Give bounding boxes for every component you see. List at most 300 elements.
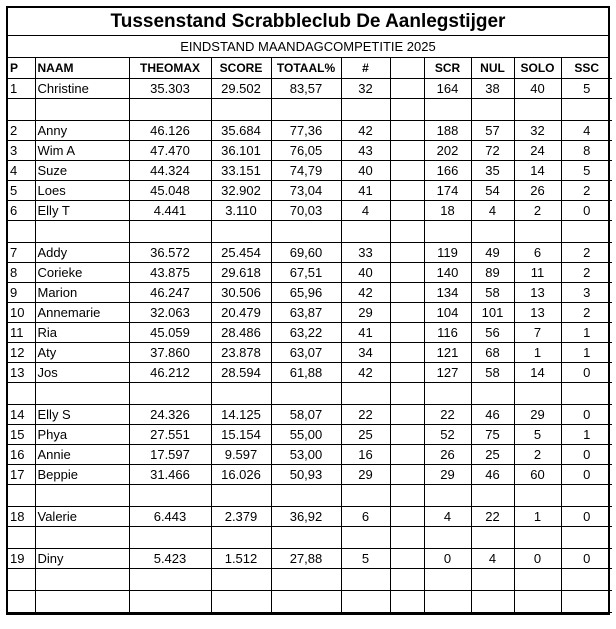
- spacer-row: [8, 220, 612, 242]
- rank-cell: 18: [8, 506, 35, 526]
- table-row: [8, 444, 612, 464]
- spacer-row: [8, 98, 612, 120]
- header-totaal: TOTAAL%: [271, 58, 341, 78]
- theomax-cell: 27.551: [129, 424, 211, 444]
- blank-cell: [390, 262, 424, 282]
- totaal-cell: 69,60: [271, 242, 341, 262]
- rank-cell: 19: [8, 548, 35, 568]
- solo-cell: 26: [514, 180, 561, 200]
- table-row: [8, 180, 612, 200]
- empty-cell: [35, 568, 129, 590]
- empty-cell: [514, 526, 561, 548]
- empty-cell: [8, 568, 35, 590]
- name-cell: Suze: [35, 160, 129, 180]
- empty-cell: [211, 220, 271, 242]
- theomax-cell: 47.470: [129, 140, 211, 160]
- name-cell: Christine: [35, 78, 129, 98]
- nul-cell: 4: [471, 200, 514, 220]
- empty-cell: [514, 484, 561, 506]
- score-cell: 29.618: [211, 262, 271, 282]
- empty-cell: [271, 568, 341, 590]
- theomax-cell: 17.597: [129, 444, 211, 464]
- empty-cell: [390, 484, 424, 506]
- empty-cell: [471, 98, 514, 120]
- table-row: [8, 548, 612, 568]
- table-row: [8, 506, 612, 526]
- theomax-cell: 43.875: [129, 262, 211, 282]
- sheet-subtitle: EINDSTAND MAANDAGCOMPETITIE 2025: [8, 36, 608, 58]
- name-cell: Valerie: [35, 506, 129, 526]
- empty-cell: [8, 590, 35, 612]
- solo-cell: 2: [514, 200, 561, 220]
- empty-cell: [129, 98, 211, 120]
- empty-cell: [341, 484, 390, 506]
- blank-cell: [390, 548, 424, 568]
- theomax-cell: 36.572: [129, 242, 211, 262]
- empty-cell: [271, 98, 341, 120]
- empty-cell: [35, 526, 129, 548]
- empty-cell: [514, 98, 561, 120]
- blank-cell: [390, 78, 424, 98]
- spacer-row: [8, 484, 612, 506]
- blank-cell: [390, 120, 424, 140]
- name-cell: Corieke: [35, 262, 129, 282]
- score-cell: 30.506: [211, 282, 271, 302]
- rank-cell: 3: [8, 140, 35, 160]
- scr-cell: 4: [424, 506, 471, 526]
- solo-cell: 13: [514, 282, 561, 302]
- totaal-cell: 36,92: [271, 506, 341, 526]
- name-cell: Addy: [35, 242, 129, 262]
- solo-cell: 14: [514, 160, 561, 180]
- empty-cell: [424, 568, 471, 590]
- rank-cell: 16: [8, 444, 35, 464]
- empty-cell: [471, 484, 514, 506]
- empty-cell: [211, 568, 271, 590]
- empty-cell: [271, 382, 341, 404]
- spacer-row: [8, 590, 612, 612]
- count-cell: 34: [341, 342, 390, 362]
- empty-cell: [561, 526, 612, 548]
- table-row: [8, 140, 612, 160]
- empty-cell: [211, 590, 271, 612]
- blank-cell: [390, 242, 424, 262]
- rank-cell: 8: [8, 262, 35, 282]
- nul-cell: 89: [471, 262, 514, 282]
- blank-cell: [390, 322, 424, 342]
- empty-cell: [129, 568, 211, 590]
- scoreboard-sheet: [6, 6, 610, 615]
- theomax-cell: 44.324: [129, 160, 211, 180]
- solo-cell: 32: [514, 120, 561, 140]
- scr-cell: 174: [424, 180, 471, 200]
- theomax-cell: 5.423: [129, 548, 211, 568]
- empty-cell: [424, 220, 471, 242]
- ssc-cell: 2: [561, 262, 612, 282]
- nul-cell: 35: [471, 160, 514, 180]
- empty-cell: [390, 98, 424, 120]
- spacer-row: [8, 526, 612, 548]
- scr-cell: 202: [424, 140, 471, 160]
- header-theomax: THEOMAX: [129, 58, 211, 78]
- nul-cell: 49: [471, 242, 514, 262]
- totaal-cell: 70,03: [271, 200, 341, 220]
- empty-cell: [514, 382, 561, 404]
- spacer-row: [8, 568, 612, 590]
- theomax-cell: 46.212: [129, 362, 211, 382]
- empty-cell: [341, 98, 390, 120]
- count-cell: 4: [341, 200, 390, 220]
- empty-cell: [129, 220, 211, 242]
- totaal-cell: 58,07: [271, 404, 341, 424]
- empty-cell: [35, 98, 129, 120]
- blank-cell: [390, 444, 424, 464]
- score-cell: 9.597: [211, 444, 271, 464]
- empty-cell: [424, 484, 471, 506]
- rank-cell: 17: [8, 464, 35, 484]
- score-cell: 29.502: [211, 78, 271, 98]
- count-cell: 42: [341, 282, 390, 302]
- nul-cell: 25: [471, 444, 514, 464]
- empty-cell: [471, 382, 514, 404]
- theomax-cell: 35.303: [129, 78, 211, 98]
- empty-cell: [471, 590, 514, 612]
- empty-cell: [271, 590, 341, 612]
- rank-cell: 12: [8, 342, 35, 362]
- table-row: [8, 242, 612, 262]
- totaal-cell: 55,00: [271, 424, 341, 444]
- nul-cell: 46: [471, 404, 514, 424]
- header-row: [8, 58, 612, 78]
- blank-cell: [390, 282, 424, 302]
- solo-cell: 1: [514, 342, 561, 362]
- solo-cell: 6: [514, 242, 561, 262]
- score-cell: 33.151: [211, 160, 271, 180]
- nul-cell: 46: [471, 464, 514, 484]
- blank-cell: [390, 200, 424, 220]
- empty-cell: [424, 590, 471, 612]
- rank-cell: 11: [8, 322, 35, 342]
- name-cell: Elly S: [35, 404, 129, 424]
- count-cell: 41: [341, 322, 390, 342]
- count-cell: 42: [341, 362, 390, 382]
- count-cell: 41: [341, 180, 390, 200]
- table-row: [8, 464, 612, 484]
- table-row: [8, 424, 612, 444]
- blank-cell: [390, 362, 424, 382]
- table-row: [8, 78, 612, 98]
- rank-cell: 5: [8, 180, 35, 200]
- blank-cell: [390, 424, 424, 444]
- rank-cell: 4: [8, 160, 35, 180]
- totaal-cell: 73,04: [271, 180, 341, 200]
- ssc-cell: 5: [561, 160, 612, 180]
- ssc-cell: 2: [561, 180, 612, 200]
- header-count: #: [341, 58, 390, 78]
- empty-cell: [211, 484, 271, 506]
- empty-cell: [35, 382, 129, 404]
- table-row: [8, 282, 612, 302]
- solo-cell: 1: [514, 506, 561, 526]
- scr-cell: 18: [424, 200, 471, 220]
- empty-cell: [561, 568, 612, 590]
- empty-cell: [35, 590, 129, 612]
- score-cell: 32.902: [211, 180, 271, 200]
- theomax-cell: 46.247: [129, 282, 211, 302]
- empty-cell: [471, 568, 514, 590]
- rank-cell: 7: [8, 242, 35, 262]
- score-cell: 28.594: [211, 362, 271, 382]
- empty-cell: [211, 98, 271, 120]
- solo-cell: 0: [514, 548, 561, 568]
- empty-cell: [561, 220, 612, 242]
- count-cell: 5: [341, 548, 390, 568]
- solo-cell: 5: [514, 424, 561, 444]
- theomax-cell: 45.048: [129, 180, 211, 200]
- nul-cell: 101: [471, 302, 514, 322]
- empty-cell: [561, 98, 612, 120]
- score-cell: 14.125: [211, 404, 271, 424]
- ssc-cell: 5: [561, 78, 612, 98]
- totaal-cell: 63,07: [271, 342, 341, 362]
- ssc-cell: 4: [561, 120, 612, 140]
- empty-cell: [424, 382, 471, 404]
- scr-cell: 116: [424, 322, 471, 342]
- scr-cell: 29: [424, 464, 471, 484]
- empty-cell: [390, 382, 424, 404]
- name-cell: Diny: [35, 548, 129, 568]
- nul-cell: 72: [471, 140, 514, 160]
- nul-cell: 56: [471, 322, 514, 342]
- solo-cell: 2: [514, 444, 561, 464]
- score-cell: 28.486: [211, 322, 271, 342]
- table-row: [8, 322, 612, 342]
- theomax-cell: 31.466: [129, 464, 211, 484]
- scr-cell: 26: [424, 444, 471, 464]
- theomax-cell: 24.326: [129, 404, 211, 424]
- nul-cell: 22: [471, 506, 514, 526]
- ssc-cell: 0: [561, 548, 612, 568]
- empty-cell: [271, 220, 341, 242]
- table-row: [8, 362, 612, 382]
- ssc-cell: 8: [561, 140, 612, 160]
- rank-cell: 9: [8, 282, 35, 302]
- count-cell: 16: [341, 444, 390, 464]
- empty-cell: [8, 220, 35, 242]
- theomax-cell: 45.059: [129, 322, 211, 342]
- empty-cell: [129, 526, 211, 548]
- count-cell: 6: [341, 506, 390, 526]
- name-cell: Loes: [35, 180, 129, 200]
- nul-cell: 68: [471, 342, 514, 362]
- empty-cell: [390, 220, 424, 242]
- table-row: [8, 342, 612, 362]
- name-cell: Aty: [35, 342, 129, 362]
- table-row: [8, 120, 612, 140]
- empty-cell: [390, 526, 424, 548]
- rank-cell: 6: [8, 200, 35, 220]
- solo-cell: 29: [514, 404, 561, 424]
- empty-cell: [211, 382, 271, 404]
- header-score: SCORE: [211, 58, 271, 78]
- ssc-cell: 0: [561, 404, 612, 424]
- ssc-cell: 1: [561, 342, 612, 362]
- empty-cell: [424, 98, 471, 120]
- solo-cell: 11: [514, 262, 561, 282]
- ssc-cell: 0: [561, 464, 612, 484]
- scr-cell: 119: [424, 242, 471, 262]
- rank-cell: 13: [8, 362, 35, 382]
- empty-cell: [341, 382, 390, 404]
- score-cell: 36.101: [211, 140, 271, 160]
- empty-cell: [271, 526, 341, 548]
- nul-cell: 57: [471, 120, 514, 140]
- ssc-cell: 0: [561, 444, 612, 464]
- blank-cell: [390, 140, 424, 160]
- header-naam: NAAM: [35, 58, 129, 78]
- header-scr: SCR: [424, 58, 471, 78]
- empty-cell: [561, 382, 612, 404]
- empty-cell: [211, 526, 271, 548]
- header-ssc: SSC: [561, 58, 612, 78]
- name-cell: Annemarie: [35, 302, 129, 322]
- empty-cell: [561, 484, 612, 506]
- count-cell: 22: [341, 404, 390, 424]
- theomax-cell: 37.860: [129, 342, 211, 362]
- count-cell: 33: [341, 242, 390, 262]
- totaal-cell: 61,88: [271, 362, 341, 382]
- header-p: P: [8, 58, 35, 78]
- nul-cell: 58: [471, 362, 514, 382]
- count-cell: 40: [341, 262, 390, 282]
- scr-cell: 121: [424, 342, 471, 362]
- totaal-cell: 83,57: [271, 78, 341, 98]
- solo-cell: 60: [514, 464, 561, 484]
- name-cell: Beppie: [35, 464, 129, 484]
- blank-cell: [390, 180, 424, 200]
- score-cell: 25.454: [211, 242, 271, 262]
- totaal-cell: 63,87: [271, 302, 341, 322]
- empty-cell: [390, 590, 424, 612]
- empty-cell: [514, 220, 561, 242]
- table-row: [8, 160, 612, 180]
- count-cell: 29: [341, 302, 390, 322]
- empty-cell: [471, 220, 514, 242]
- empty-cell: [424, 526, 471, 548]
- name-cell: Ria: [35, 322, 129, 342]
- totaal-cell: 27,88: [271, 548, 341, 568]
- empty-cell: [129, 590, 211, 612]
- standings-table: [8, 58, 612, 613]
- ssc-cell: 2: [561, 242, 612, 262]
- blank-cell: [390, 464, 424, 484]
- scr-cell: 22: [424, 404, 471, 424]
- totaal-cell: 50,93: [271, 464, 341, 484]
- table-row: [8, 200, 612, 220]
- ssc-cell: 3: [561, 282, 612, 302]
- ssc-cell: 0: [561, 362, 612, 382]
- solo-cell: 13: [514, 302, 561, 322]
- scr-cell: 104: [424, 302, 471, 322]
- empty-cell: [341, 568, 390, 590]
- empty-cell: [129, 382, 211, 404]
- table-row: [8, 302, 612, 322]
- rank-cell: 10: [8, 302, 35, 322]
- empty-cell: [341, 220, 390, 242]
- count-cell: 40: [341, 160, 390, 180]
- count-cell: 29: [341, 464, 390, 484]
- score-cell: 16.026: [211, 464, 271, 484]
- scr-cell: 166: [424, 160, 471, 180]
- score-cell: 35.684: [211, 120, 271, 140]
- solo-cell: 14: [514, 362, 561, 382]
- nul-cell: 38: [471, 78, 514, 98]
- name-cell: Wim A: [35, 140, 129, 160]
- totaal-cell: 77,36: [271, 120, 341, 140]
- empty-cell: [561, 590, 612, 612]
- blank-cell: [390, 160, 424, 180]
- count-cell: 25: [341, 424, 390, 444]
- empty-cell: [8, 526, 35, 548]
- theomax-cell: 32.063: [129, 302, 211, 322]
- totaal-cell: 65,96: [271, 282, 341, 302]
- table-row: [8, 404, 612, 424]
- sheet-title: Tussenstand Scrabbleclub De Aanlegstijger: [8, 8, 608, 36]
- totaal-cell: 53,00: [271, 444, 341, 464]
- standings-body: [8, 78, 612, 612]
- score-cell: 1.512: [211, 548, 271, 568]
- totaal-cell: 67,51: [271, 262, 341, 282]
- ssc-cell: 2: [561, 302, 612, 322]
- name-cell: Phya: [35, 424, 129, 444]
- ssc-cell: 1: [561, 424, 612, 444]
- score-cell: 23.878: [211, 342, 271, 362]
- score-cell: 15.154: [211, 424, 271, 444]
- rank-cell: 2: [8, 120, 35, 140]
- empty-cell: [35, 484, 129, 506]
- totaal-cell: 63,22: [271, 322, 341, 342]
- header-solo: SOLO: [514, 58, 561, 78]
- nul-cell: 58: [471, 282, 514, 302]
- theomax-cell: 46.126: [129, 120, 211, 140]
- totaal-cell: 74,79: [271, 160, 341, 180]
- empty-cell: [514, 590, 561, 612]
- solo-cell: 40: [514, 78, 561, 98]
- header-empty: [390, 58, 424, 78]
- scr-cell: 0: [424, 548, 471, 568]
- empty-cell: [514, 568, 561, 590]
- ssc-cell: 1: [561, 322, 612, 342]
- empty-cell: [35, 220, 129, 242]
- name-cell: Elly T: [35, 200, 129, 220]
- score-cell: 2.379: [211, 506, 271, 526]
- solo-cell: 7: [514, 322, 561, 342]
- rank-cell: 14: [8, 404, 35, 424]
- count-cell: 32: [341, 78, 390, 98]
- table-row: [8, 262, 612, 282]
- empty-cell: [8, 98, 35, 120]
- totaal-cell: 76,05: [271, 140, 341, 160]
- empty-cell: [271, 484, 341, 506]
- name-cell: Annie: [35, 444, 129, 464]
- rank-cell: 15: [8, 424, 35, 444]
- scr-cell: 140: [424, 262, 471, 282]
- empty-cell: [341, 526, 390, 548]
- theomax-cell: 6.443: [129, 506, 211, 526]
- scr-cell: 127: [424, 362, 471, 382]
- empty-cell: [390, 568, 424, 590]
- blank-cell: [390, 342, 424, 362]
